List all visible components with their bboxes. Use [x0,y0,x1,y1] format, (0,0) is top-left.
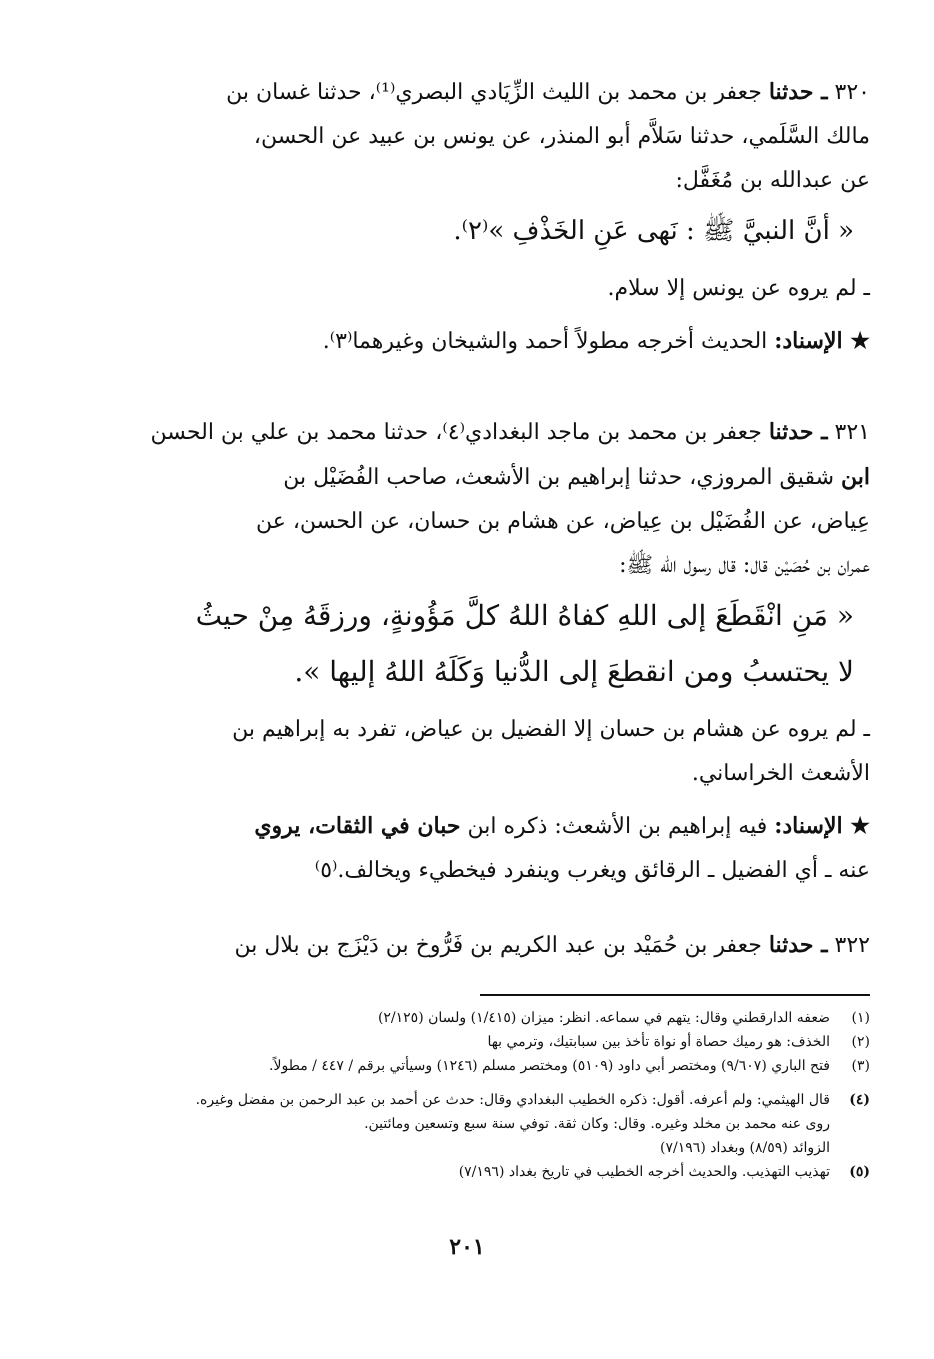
entry-line [130,455,870,500]
isnad-text: فيه إبراهيم بن الأشعث: ذكره ابن [467,814,768,839]
footnote-5 [130,1160,870,1184]
footnote-1 [130,1006,870,1030]
isnad-line [130,804,870,849]
entry-number: ٣٢٠ [834,80,870,105]
entry-opening: ـ حدثنا [768,419,828,445]
page-number: ٢٠١ [449,1234,485,1260]
isnad-bold-text: حبان في الثقات، يروي [254,813,461,839]
footnote-text: قال الهيثمي: ولم أعرفه. أقول: ذكره الخطيب البغدادي وقال: حدث عن أحمد بن عبد الرحمن بن مفضل وغيره. [195,1092,830,1108]
footnote-text: الخذف: هو رميك حصاة أو نواة تأخذ بين سبابتيك، وترمي بها [487,1034,830,1050]
entry-line [130,410,870,455]
entry-line [130,923,870,968]
entry-line: مالك السَّلَمي، حدثنا سَلاَّم أبو المنذر، عن يونس بن عبيد عن الحسن، [253,124,870,149]
page-body [130,70,870,968]
footnote-text: ضعفه الدارقطني وقال: يتهم في سماعه. انظر: ميزان (١/٤١٥) ولسان (٢/١٢٥) [377,1010,830,1026]
footnote-number: (٢) [851,1034,870,1050]
hadith-text: لا يحتسبُ ومن انقطعَ إلى الدُّنيا وَكَلَهُ اللهُ إليها ». [294,655,854,688]
entry-text: جعفر بن حُمَيْد بن عبد الكريم بن فَرُّوخ بن دَيْزَج بن بلال بن [234,933,762,958]
entry-line-prefix: ابن [841,464,870,490]
hadith-text: « أنَّ النبيَّ ﷺ : نَهى عَنِ الخَذْفِ »⁽٢⁾. [453,216,854,246]
hadith-entry-321 [130,410,870,893]
footnote-2 [130,1030,870,1054]
hadith-entry-322 [130,923,870,968]
footnote-text: تهذيب التهذيب. والحديث أخرجه الخطيب في تاريخ بغداد (٧/١٩٦) [458,1164,830,1180]
entry-note: ـ لم يروه عن يونس إلا سلام. [607,276,870,301]
isnad-label: ★ الإسناد: [774,813,870,839]
entry-text: شقيق المروزي، حدثنا إبراهيم بن الأشعث، صاحب الفُضَيْل بن [283,465,835,490]
footnote-3 [130,1054,870,1078]
footnote-number: (٥) [849,1164,870,1180]
entry-number: ٣٢٢ [834,933,870,958]
footnotes [130,1006,870,1184]
footnote-4 [130,1088,870,1112]
footnote-number: (١) [851,1010,870,1026]
entry-opening: ـ حدثنا [768,932,828,958]
entry-text: جعفر بن محمد بن الليث الزِّيَادي البصري⁽¹⁾، حدثنا غسان بن [226,80,762,105]
isnad-label: ★ الإسناد: [774,328,870,354]
footnote-text: روى عنه محمد بن مخلد وغيره. وقال: وكان ثقة. توفي سنة سبع وتسعين ومائتين. [364,1116,830,1132]
entry-number: ٣٢١ [834,420,870,445]
footnote-number: (٤) [849,1092,870,1108]
isnad-line [130,319,870,364]
isnad-text: الحديث أخرجه مطولاً أحمد والشيخان وغيرهما⁽٣⁾. [322,329,768,354]
isnad-continuation: عنه ـ أي الفضيل ـ الرقائق ويغرب وينفرد فيخطيء ويخالف.⁽٥⁾ [314,858,870,883]
entry-text: جعفر بن محمد بن ماجد البغدادي⁽٤⁾، حدثنا محمد بن علي بن الحسن [150,420,762,445]
entry-line: عن عبدالله بن مُغَفَّل: [675,168,870,193]
entry-line: عمران بن حُصَيْن قال: قال رسول الله ﷺ: [619,553,870,578]
entry-line: عِياض، عن الفُضَيْل بن عِياض، عن هشام بن حسان، عن الحسن، عن [255,509,870,534]
hadith-text: « مَنِ انْقَطَعَ إلى اللهِ كفاهُ اللهُ كلَّ مَؤُونةٍ، ورزقَهُ مِنْ حيثُ [195,599,854,632]
footnote-text: فتح الباري (٩/٦٠٧) ومختصر أبي داود (٥١٠٩) ومختصر مسلم (١٢٤٦) وسيأتي برقم / ٤٤٧ / مطولاً. [269,1058,830,1074]
entry-note: الأشعث الخراساني. [691,761,870,786]
entry-note: ـ لم يروه عن هشام بن حسان إلا الفضيل بن عياض، تفرد به إبراهيم بن [232,717,870,742]
footnote-text: الزوائد (٨/٥٩) وبغداد (٧/١٩٦) [660,1140,830,1156]
entry-line [130,70,870,115]
hadith-entry-320 [130,70,870,364]
footnote-divider [480,994,870,996]
entry-opening: ـ حدثنا [768,79,828,105]
footnote-number: (٣) [851,1058,870,1074]
